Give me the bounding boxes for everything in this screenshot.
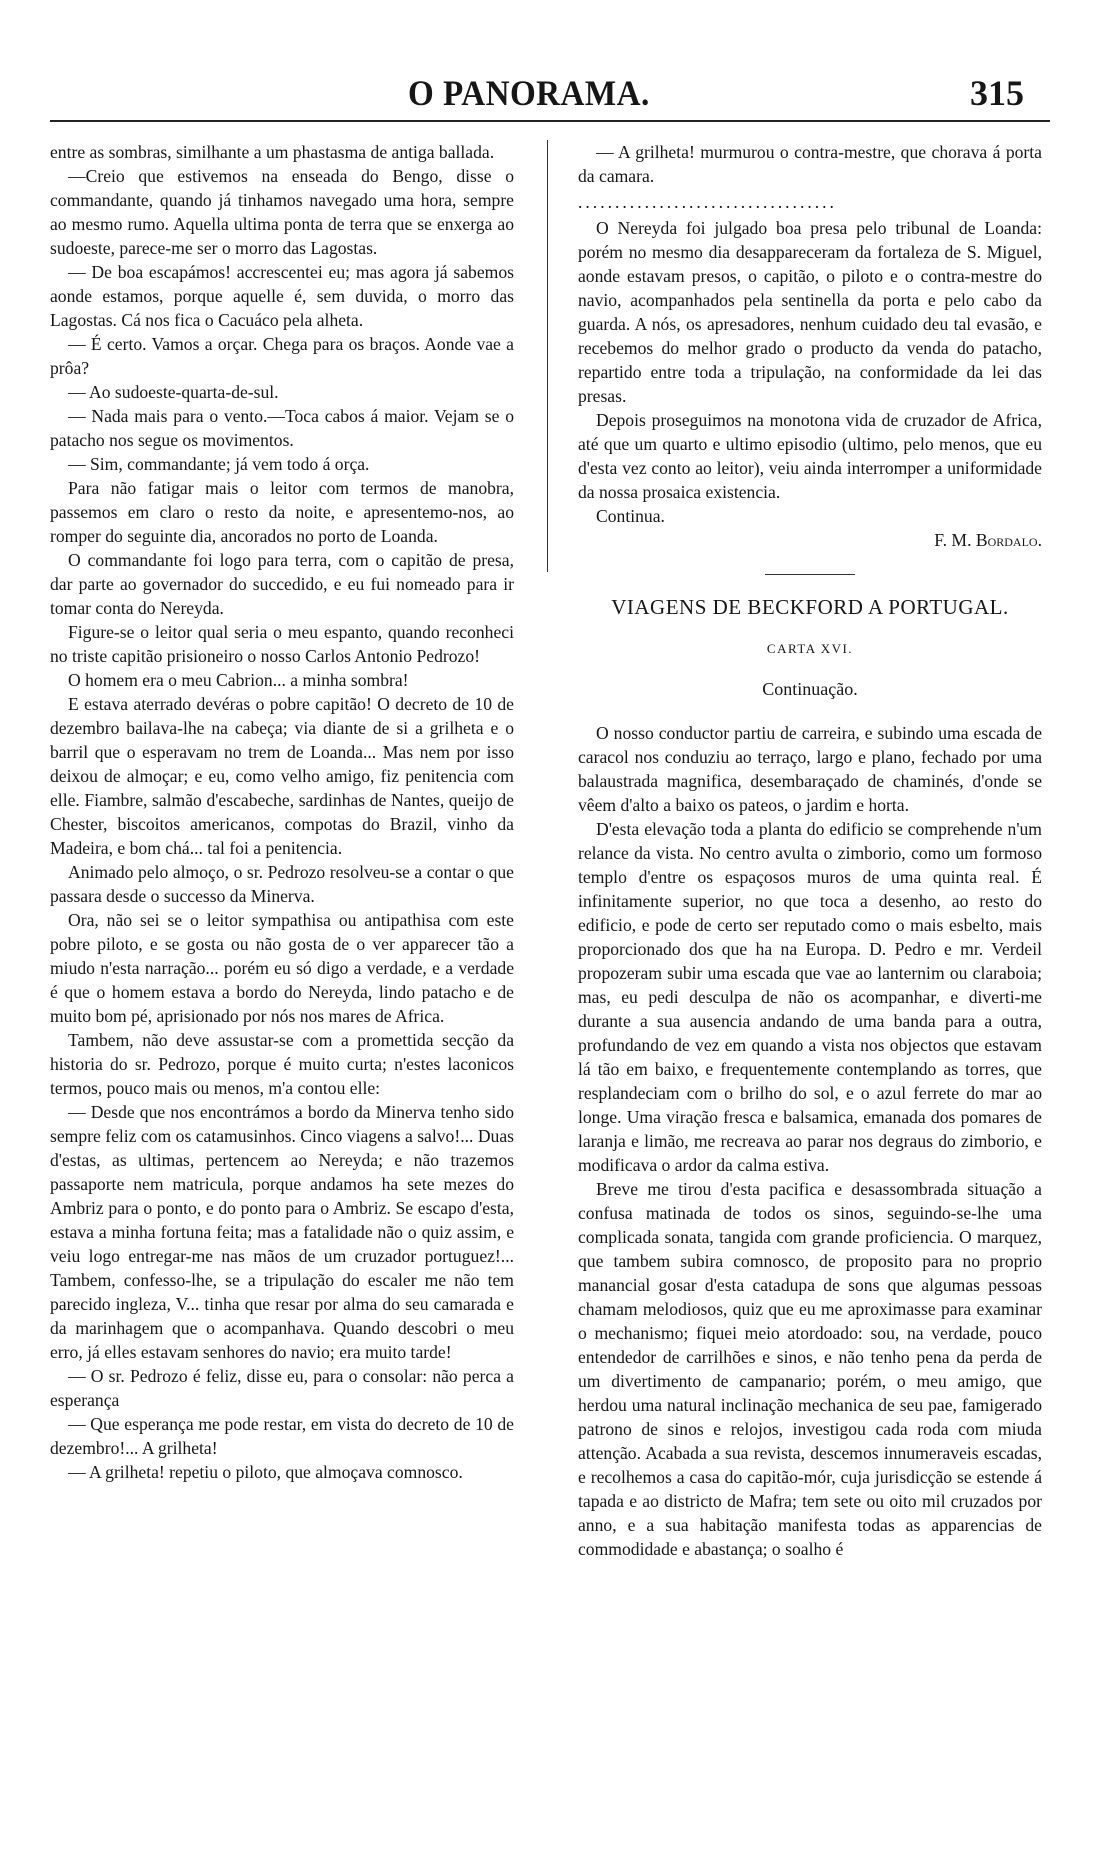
paragraph: O homem era o meu Cabrion... a minha sombra!	[68, 670, 409, 690]
running-title: O PANORAMA.	[408, 73, 650, 113]
paragraph: E estava aterrado devéras o pobre capitão! O decreto de 10 de dezembro bailava-lhe na cabeça; via diante de si a grilheta e o barril que o esperavam no trem de Loanda... Mas nem por isso deixou de almoçar; e eu, como velho amigo, fiz penitencia com elle. Fiambre, salmão d'escabeche, sardinhas de Nantes, queijo de Chester, biscoitos americanos, compotas do Brazil, vinho da Madeira, e bom chá... tal foi a penitencia.	[50, 694, 514, 858]
article-title: VIAGENS DE BECKFORD A PORTUGAL.	[611, 595, 1009, 619]
paragraph: Tambem, não deve assustar-se com a promettida secção da historia do sr. Pedrozo, porque é muito curta; n'estes laconicos termos, pouco mais ou menos, m'a contou elle:	[50, 1030, 514, 1098]
paragraph: — A grilheta! repetiu o piloto, que almoçava comnosco.	[68, 1462, 463, 1482]
paragraph: —Creio que estivemos na enseada do Bengo, disse o commandante, quando já tinhamos navegado uma hora, sempre ao mesmo rumo. Aquella ultima ponta de terra que se enxerga ao sudoeste, parece-me ser o morro das Lagostas.	[50, 166, 514, 258]
letter-number: CARTA XVI.	[766, 641, 854, 656]
paragraph: Figure-se o leitor qual seria o meu espanto, quando reconheci no triste capitão prisioneiro o nosso Carlos Antonio Pedrozo!	[50, 622, 514, 666]
right-column	[578, 140, 1042, 1561]
paragraph: — Que esperança me pode restar, em vista do decreto de 10 de dezembro!... A grilheta!	[50, 1414, 514, 1458]
left-column	[50, 140, 514, 1484]
author-signature: F. M. Bordalo.	[934, 530, 1042, 550]
paragraph: — A grilheta! murmurou o contra-mestre, que chorava á porta da camara.	[578, 142, 1042, 186]
paragraph: O nosso conductor partiu de carreira, e subindo uma escada de caracol nos conduziu ao terraço, largo e plano, fechado por uma balaustrada magnifica, desembaraçado de chaminés, d'onde se vêem d'alto a baixo os pateos, o jardim e horta.	[578, 723, 1042, 815]
paragraph: Animado pelo almoço, o sr. Pedrozo resolveu-se a contar o que passara desde o successo da Minerva.	[50, 862, 514, 906]
ellipsis-separator: ...................................	[578, 192, 837, 212]
paragraph: O commandante foi logo para terra, com o capitão de presa, dar parte ao governador do succedido, e eu fui nomeado para ir tomar conta do Nereyda.	[50, 550, 514, 618]
paragraph: — O sr. Pedrozo é feliz, disse eu, para o consolar: não perca a esperança	[50, 1366, 514, 1410]
paragraph: Depois proseguimos na monotona vida de cruzador de Africa, até que um quarto e ultimo episodio (ultimo, pelo menos, que eu d'esta vez conto ao leitor), veiu ainda interromper a uniformidade da nossa prosaica existencia.	[578, 410, 1042, 502]
section-rule	[765, 574, 855, 575]
page-number: 315	[970, 73, 1024, 113]
paragraph: — Desde que nos encontrámos a bordo da Minerva tenho sido sempre feliz com os catamusinhos. Cinco viagens a salvo!... Duas d'estas, as ultimas, pertencem ao Nereyda; e não trazemos passaporte nem matricula, porque andamos ha sete mezes do Ambriz para o ponto, e do ponto para o Ambriz. Se escapo d'esta, estava a minha fortuna feita; mas a fatalidade não o quiz assim, e veiu logo entregar-me nas mãos de um cruzador portuguez!... Tambem, confesso-lhe, se a tripulação do escaler me não tem parecido ingleza, V... tinha que resar por alma do seu camarada e da marinhagem que o acompanhava. Quando descobri o meu erro, já elles estavam senhores do navio; era muito tarde!	[50, 1102, 514, 1362]
paragraph: O Nereyda foi julgado boa presa pelo tribunal de Loanda: porém no mesmo dia desappareceram da fortaleza de S. Miguel, aonde estavam presos, o capitão, o piloto e o contra-mestre do navio, acompanhados pela sentinella da porta e pelo cabo da guarda. A nós, os apresadores, nenhum cuidado deu tal evasão, e recebemos do melhor grado o producto da venda do patacho, repartido entre toda a tripulação, na conformidade da lei das presas.	[578, 218, 1042, 406]
page-header	[0, 72, 1100, 122]
paragraph: Para não fatigar mais o leitor com termos de manobra, passemos em claro o resto da noite, e apresentemo-nos, ao romper do seguinte dia, ancorados no porto de Loanda.	[50, 478, 514, 546]
header-rule	[50, 120, 1050, 122]
paragraph: — Sim, commandante; já vem todo á orça.	[68, 454, 370, 474]
paragraph: entre as sombras, similhante a um phastasma de antiga ballada.	[50, 142, 495, 162]
continuation-label: Continuação.	[762, 679, 858, 699]
paragraph: — É certo. Vamos a orçar. Chega para os braços. Aonde vae a prôa?	[50, 334, 514, 378]
paragraph: — Nada mais para o vento.—Toca cabos á maior. Vejam se o patacho nos segue os movimentos.	[50, 406, 514, 450]
continua-label: Continua.	[596, 506, 665, 526]
paragraph: — De boa escapámos! accrescentei eu; mas agora já sabemos aonde estamos, porque aquelle é, sem duvida, o morro das Lagostas. Cá nos fica o Cacuáco pela alheta.	[50, 262, 514, 330]
paragraph: — Ao sudoeste-quarta-de-sul.	[68, 382, 279, 402]
column-divider	[547, 140, 548, 572]
paragraph: D'esta elevação toda a planta do edificio se comprehende n'um relance da vista. No centro avulta o zimborio, como um formoso templo d'entre os espaçosos muros de uma quinta real. É infinitamente superior, no que toca a desenho, ao resto do edificio, e pode de certo ser reputado como o mais esbelto, mais proporcionado dos que ha na Europa. D. Pedro e mr. Verdeil propozeram subir uma escada que vae ao lanternim ou claraboia; mas, eu pedi desculpa de não os acompanhar, e diverti-me durante a sua ausencia andando de uma banda para a outra, profundando de vez em quando a vista nos objectos que estavam lá tão em baixo, e frequentemente contemplando as torres, que resplandeciam com o brilho do sol, e o azul ferrete do mar ao longe. Uma viração fresca e balsamica, emanada dos pomares de laranja e limão, me recreava ao parar nos degraus do zimborio, e modificava o ardor da calma estiva.	[578, 819, 1042, 1175]
paragraph: Ora, não sei se o leitor sympathisa ou antipathisa com este pobre piloto, e se gosta ou não gosta de o ver apparecer tão a miudo n'esta narração... porém eu só digo a verdade, e a verdade é que o homem estava a bordo do Nereyda, lindo patacho e de muito bom pé, aprisionado por nós nos mares de Africa.	[50, 910, 514, 1026]
paragraph: Breve me tirou d'esta pacifica e desassombrada situação a confusa matinada de todos os sinos, seguindo-se-lhe uma complicada sonata, tangida com grande proficiencia. O marquez, que tambem subira comnosco, de proposito para no proprio manancial gosar d'esta catadupa de sons que algumas pessoas chamam melodiosos, quiz que eu me aproximasse para examinar o mechanismo; fiquei meio atordoado: sou, na verdade, pouco entendedor de carrilhões e sinos, e não tenho pena da perda de um divertimento de campanario; porém, o meu amigo, que herdou uma natural inclinação mechanica de seu pae, famigerado patrono de sinos e relojos, investigou cada roda com miuda attenção. Acabada a sua revista, descemos innumeraveis escadas, e recolhemos a casa do capitão-mór, cuja jurisdicção se estende á tapada e ao districto de Mafra; tem sete ou oito mil cruzados por anno, e a sua habitação manifesta todas as apparencias de commodidade e abastança; o soalho é	[578, 1179, 1042, 1559]
